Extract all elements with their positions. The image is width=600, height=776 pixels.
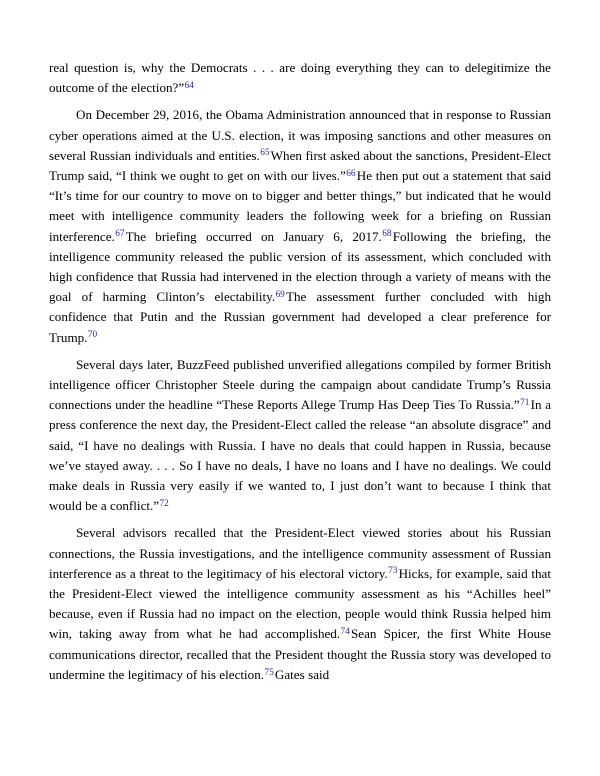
text-run: In a press conference the next day, the President-Elect called the release “an absolute disgrace” and said, “I have no dealings with Russia. I have no deals that could happen in Russia, because we’ve stayed away. . . . So I have no deals, I have no loans and I have no dealings. We could make deals in Russia very easily if we wanted to, I just don’t want to because I think that would be a conflict.” <box>49 397 552 514</box>
text-run: Sean Spicer, the first White House communications director, recalled that the President thought the Russia story was developed to undermine the legitimacy of his election. <box>49 626 551 682</box>
text-run: When first asked about the sanctions, President-Elect Trump said, “I think we ought to get on with our lives.” <box>49 147 551 184</box>
footnote-marker[interactable]: 72 <box>159 498 169 509</box>
paragraph <box>49 105 551 347</box>
body-text-column <box>49 58 551 685</box>
footnote-marker[interactable]: 73 <box>388 566 398 577</box>
footnote-marker[interactable]: 64 <box>184 80 194 91</box>
footnote-marker[interactable]: 71 <box>520 397 530 408</box>
footnote-marker[interactable]: 74 <box>340 627 350 638</box>
text-run: real question is, why the Democrats . . . are doing everything they can to delegitimize the outcome of the election?” <box>49 60 551 96</box>
text-run: On December 29, 2016, the Obama Administration announced that in response to Russian cyber operations aimed at the U.S. election, it was imposing sanctions and other measures on several Russian individuals and entities. <box>49 107 551 163</box>
paragraph <box>49 58 551 98</box>
text-run: Hicks, for example, said that the President-Elect viewed the intelligence community assessment as his “Achilles heel” because, even if Russia had no impact on the election, people would think Russia helped him win, taking away from what he had accomplished. <box>49 565 551 642</box>
text-run: Several advisors recalled that the President-Elect viewed stories about his Russian connections, the Russia investigations, and the intelligence community assessment of Russian interference as a threat to the legitimacy of his electoral victory. <box>49 525 551 581</box>
text-run: The assessment further concluded with high confidence that Putin and the Russian government had developed a clear preference for Trump. <box>49 289 551 345</box>
text-run: He then put out a statement that said “It’s time for our country to move on to bigger and better things,” but indicated that he would meet with intelligence community leaders the following week for a briefing on Russian interference. <box>49 168 552 244</box>
footnote-marker[interactable]: 70 <box>87 330 98 341</box>
footnote-marker[interactable]: 66 <box>346 168 356 179</box>
footnote-marker[interactable]: 69 <box>275 289 285 300</box>
paragraph <box>49 523 551 685</box>
text-run: Following the briefing, the intelligence community released the public version of its assessment, which concluded with high confidence that Russia had intervened in the election through a variety of means with the goal of harming Clinton’s electability. <box>49 228 551 305</box>
text-run: The briefing occurred on January 6, 2017. <box>125 228 382 244</box>
footnote-marker[interactable]: 67 <box>115 229 125 240</box>
paragraph <box>49 355 551 517</box>
footnote-marker[interactable]: 68 <box>382 229 392 240</box>
footnote-marker[interactable]: 65 <box>260 148 270 159</box>
footnote-marker[interactable]: 75 <box>264 667 274 678</box>
text-run: Gates said <box>274 666 330 682</box>
text-run: Several days later, BuzzFeed published unverified allegations compiled by former British intelligence officer Christopher Steele during the campaign about candidate Trump’s Russia connections under the headline “These Reports Allege Trump Has Deep Ties To Russia.” <box>49 356 551 413</box>
